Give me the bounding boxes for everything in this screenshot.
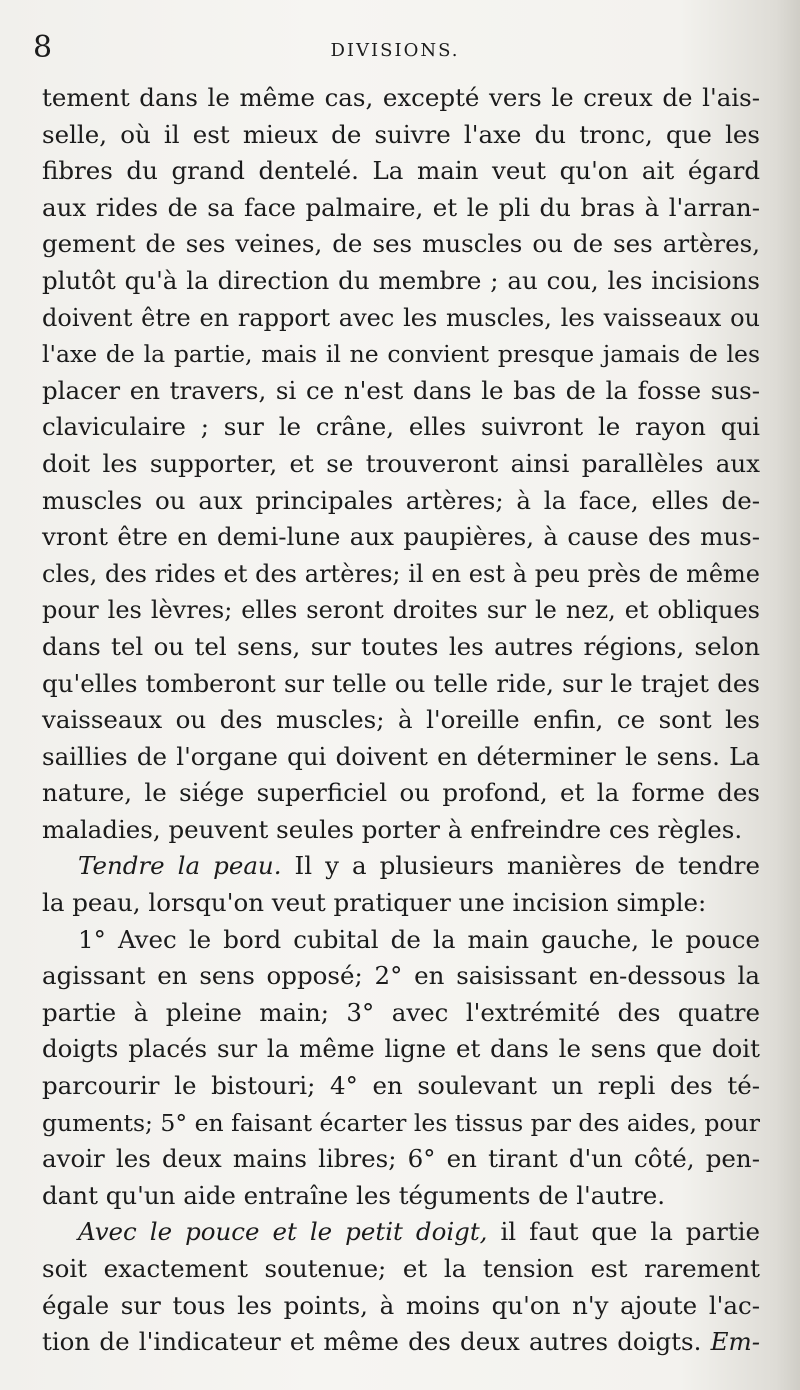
text-line: [42, 995, 760, 1032]
line-text: égale sur tous les points, à moins qu'on n'y ajoute l'ac-: [42, 1290, 760, 1320]
text-line: [42, 336, 760, 373]
line-text: guments; 5° en faisant écarter les tissus par des aides, pour: [42, 1108, 760, 1137]
text-line: [42, 519, 760, 556]
body-text: [42, 80, 760, 1361]
italic-phrase: Avec le pouce et le petit doigt,: [78, 1217, 488, 1247]
text-line: [42, 1178, 760, 1215]
text-line: [42, 1214, 760, 1251]
text-line: [42, 1324, 760, 1361]
line-text: doigts placés sur la même ligne et dans le sens que doit: [42, 1034, 760, 1064]
line-text: tement dans le même cas, excepté vers le creux de l'ais-: [42, 83, 760, 112]
line-text: placer en travers, si ce n'est dans le bas de la fosse sus-: [42, 375, 760, 405]
text-line: [42, 80, 760, 117]
text-line: [42, 702, 760, 739]
text-line: [42, 153, 760, 190]
line-text: muscles ou aux principales artères; à la face, elles de-: [42, 485, 760, 515]
running-head: DIVISIONS.: [330, 40, 460, 61]
text-line: [42, 117, 760, 154]
text-line: [42, 1141, 760, 1178]
text-line: [42, 483, 760, 520]
line-text: pour les lèvres; elles seront droites sur le nez, et obliques: [42, 596, 760, 625]
line-text: l'axe de la partie, mais il ne convient presque jamais de les: [42, 340, 760, 369]
text-line: [42, 775, 760, 812]
line-text: doivent être en rapport avec les muscles, les vaisseaux ou: [42, 303, 760, 332]
line-text: vront être en demi-lune aux paupières, à cause des mus-: [42, 522, 760, 552]
text-line: [42, 409, 760, 446]
text-line: [42, 922, 760, 959]
text-line: [42, 1105, 760, 1142]
line-text: saillies de l'organe qui doivent en déterminer le sens. La: [42, 741, 760, 771]
text-line: [42, 446, 760, 483]
text-line: [42, 1251, 760, 1288]
line-text: soit exactement soutenue; et la tension est rarement: [42, 1254, 760, 1283]
line-text: vaisseaux ou des muscles; à l'oreille enfin, ce sont les: [42, 705, 760, 735]
line-text: doit les supporter, et se trouveront ainsi parallèles aux: [42, 448, 760, 478]
line-text: la peau, lorsqu'on veut pratiquer une incision simple:: [42, 888, 707, 918]
line-text: Il y a plusieurs manières de tendre: [281, 851, 760, 881]
italic-phrase: Tendre la peau.: [78, 851, 282, 881]
line-text: aux rides de sa face palmaire, et le pli du bras à l'arran-: [42, 192, 760, 222]
line-text: plutôt qu'à la direction du membre ; au cou, les incisions: [42, 265, 760, 295]
text-line: [42, 300, 760, 337]
text-line: [42, 885, 760, 922]
line-text: partie à pleine main; 3° avec l'extrémité des quatre: [42, 997, 760, 1027]
line-text: nature, le siége superficiel ou profond, et la forme des: [42, 778, 760, 808]
line-text: parcourir le bistouri; 4° en soulevant un repli des té-: [42, 1071, 760, 1101]
line-text: selle, où il est mieux de suivre l'axe du tronc, que les: [42, 119, 760, 149]
text-line: [42, 666, 760, 703]
italic-catchword: Em-: [710, 1327, 760, 1357]
line-text: dant qu'un aide entraîne les téguments de l'autre.: [42, 1180, 665, 1210]
text-line: [42, 263, 760, 300]
line-text: fibres du grand dentelé. La main veut qu'on ait égard: [42, 156, 760, 186]
text-line: [42, 190, 760, 227]
line-text: avoir les deux mains libres; 6° en tirant d'un côté, pen-: [42, 1144, 760, 1174]
text-line: [42, 848, 760, 885]
line-text: maladies, peuvent seules porter à enfreindre ces règles.: [42, 814, 743, 844]
line-text: claviculaire ; sur le crâne, elles suivront le rayon qui: [42, 412, 760, 442]
text-line: [42, 226, 760, 263]
page-header: [30, 30, 760, 70]
text-line: [42, 373, 760, 410]
text-line: [42, 1288, 760, 1325]
line-text: gement de ses veines, de ses muscles ou de ses artères,: [42, 229, 760, 259]
line-text: qu'elles tomberont sur telle ou telle ride, sur le trajet des: [42, 668, 760, 698]
text-line: [42, 958, 760, 995]
text-line: [42, 556, 760, 593]
text-line: [42, 739, 760, 776]
line-text: cles, des rides et des artères; il en est à peu près de même: [42, 559, 760, 588]
line-text: il faut que la partie: [487, 1217, 760, 1247]
line-text: dans tel ou tel sens, sur toutes les autres régions, selon: [42, 631, 760, 661]
line-text: 1° Avec le bord cubital de la main gauche, le pouce: [78, 924, 760, 954]
text-line: [42, 812, 760, 849]
text-line: [42, 1068, 760, 1105]
text-line: [42, 629, 760, 666]
text-line: [42, 592, 760, 629]
line-text: tion de l'indicateur et même des deux autres doigts.: [42, 1327, 711, 1357]
text-line: [42, 1031, 760, 1068]
page-number: 8: [33, 30, 53, 65]
line-text: agissant en sens opposé; 2° en saisissant en-dessous la: [42, 961, 760, 991]
